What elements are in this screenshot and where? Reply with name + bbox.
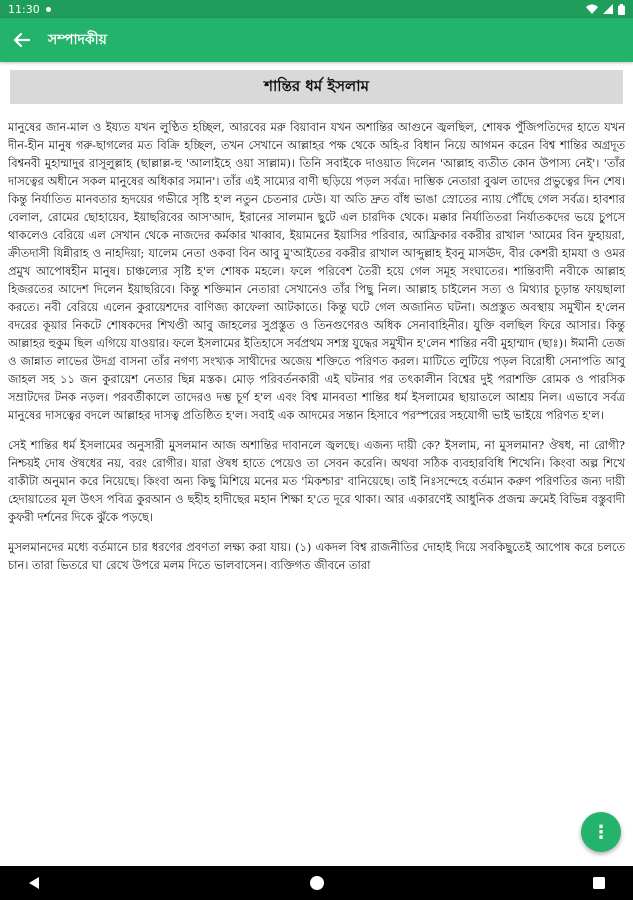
article-paragraph: মানুষের জান-মাল ও ইয্যত যখন লুণ্ঠিত হচ্ছিল, আরবের মরু বিয়াবান যখন অশান্তির আগুনে জ্বলছিল, শোষক পুঁজিপতিদের হাতে যখন দীন-হীন মানুষ গরু-ছাগলের মত বিক্রি হচ্ছিল, তখন সেখানে আল্লাহর পক্ষ থেকে অহি-র বিধান নিয়ে আগমন করেন বিশ্ব শান্তির অগ্রদূত বিশ্বনবী মুহাম্মাদুর রাসূলুল্লাহ (ছাল্লাল্ল-হু 'আলাইহে ওয়া সাল্লাম)। তিনি সবাইকে দাওয়াত দিলেন 'আল্লাহ ব্যতীত কোন উপাস্য নেই'। 'তাঁর দাসত্বের অধীনে সকল মানুষের অধিকার সমান'। তাঁর এই সাম্যের বাণী ছড়িয়ে পড়ল সর্বত্র। দাম্ভিক নেতারা বুঝল তাদের প্রভুত্বের দিন শেষ। কিন্তু নির্যাতিত মানবতার হৃদয়ের গভীরে সৃষ্টি হ'ল নতুন চেতনার ঢেউ। যা অতি দ্রুত বাঁধ ভাঙা স্রোতের ন্যায় পৌঁছে গেল সর্বত্র। হাবশার বেলাল, রোমের ছোহায়েব, ইয়াছরিবের আস'আদ, ইরানের সালমান ছুটে এল চারদিক থেকে। মক্কার নির্যাতিতরা নির্যাতকদের ভয়ে চুপসে থাকলেও বেরিয়ে এল সেখান থেকে নাজদের কর্মকার খাব্বাব, ইয়ামনের ইয়াসির পরিবার, আফ্রিকার বকরীর রাখাল 'আমের বিন ফুহায়রা, ক্রীতদাসী যিন্নীরাহ ও নাহদিয়া; যালেম নেতা ওকবা বিন আবু মু'আইতের বকরীর রাখাল আব্দুল্লাহ ইবনু মাসঊদ, বীর কেশরী হামযা ও ওমর প্রমুখ আপোষহীন মানুষ। চাঞ্চল্যের সৃষ্টি হ'ল শোষক মহলে। ফলে পরিবেশ তৈরী হয়ে গেল সমূহ সংঘাতের। শান্তিবাদী নবীকে আল্লাহ হিজরতের আদেশ দিলেন ইয়াছরিবে। কিন্তু শক্তিমান নেতারা সেখানেও তাঁর পিছু নিল। আল্লাহ চাইলেন সত্য ও মিথ্যার চূড়ান্ত ফায়ছালা করতে। নবী বেরিয়ে এলেন কুরায়েশদের বাণিজ্য কাফেলা আটকাতে। কিন্তু ঘটে গেল অজানিত ঘটনা। অপ্রস্তুত অবস্থায় সমুখীন হ'লেন বদরের কূয়ার নিকটে শোষকদের শিখণ্ডী আবু জাহলের সুপ্রস্তুত ও তিনগুণেরও অধিক সেনাবাহিনীর। যুক্তি বলছিল ফিরে আসার। কিন্তু আল্লাহর হুকুম ছিল এগিয়ে যাওয়ার। ফলে ইসলামের ইতিহাসে সর্বপ্রথম সশস্ত্র যুদ্ধের সমুখীন হ'লেন শান্তির নবী মুহাম্মাদ (ছাঃ)। ঈমানী তেজ ও জান্নাত লাভের উদগ্র বাসনা তাঁর নগণ্য সংখ্যক সাথীদের অজেয় শক্তিতে পরিণত করল। মাটিতে লুটিয়ে পড়ল বিরোধী সেনাপতি আবু জাহল সহ ১১ জন কুরায়েশ নেতার ছিন্ন মস্তক। মোড় পরিবর্তনকারী এই ঘটনার পর তৎকালীন বিশ্বের দুই পরাশক্তি রোমক ও পারসিক সম্রাটদের টনক নড়ল। পরবর্তীকালে তাদেরও দম্ভ চূর্ণ হ'ল এবং বিশ্ব মানবতা শান্তির ধর্ম ইসলামের ছায়াতলে আশ্রয় নিল। এভাবে সর্বত্র মানুষের দাসত্বের বদলে আল্লাহর দাসত্ব প্রতিষ্ঠিত হ'ল। সবাই এক আদমের সন্তান হিসাবে পরস্পরের সহযোগী ভাই ভাইয়ে পরিণত হ'ল।: [8, 120, 625, 422]
article-paragraph: মুসলমানদের মধ্যে বর্তমানে চার ধরণের প্রবণতা লক্ষ্য করা যায়। (১) একদল বিশ্ব রাজনীতির দোহাই দিয়ে সবকিছুতেই আপোষ করে চলতে চান। তারা ভিতরে ঘা রেখে উপরে মলম দিতে ভালবাসেন। ব্যক্তিগত জীবনে তারা: [8, 540, 625, 572]
nav-recents-button[interactable]: [589, 873, 609, 893]
nav-home-button[interactable]: [307, 873, 327, 893]
article-paragraph: সেই শান্তির ধর্ম ইসলামের অনুসারী মুসলমান আজ অশান্তির দাবানলে জ্বলছে। এজন্য দায়ী কে? ইসলাম, না মুসলমান? ঔষধ, না রোগী? নিশ্চয়ই দোষ ঔষধের নয়, বরং রোগীর। যারা ঔষধ হাতে পেয়েও তা সেবন করেনি। অথবা সঠিক ব্যবহারবিধি শিখেনি। কিংবা অল্প শিখে বাকীটা অনুমান করে নিয়েছে। কিংবা অন্য কিছু মিশিয়ে মনের মত 'মিকশ্চার' বানিয়েছে। তাই নিঃসন্দেহে বর্তমান করুণ পরিণতির জন্য দায়ী হেদায়াতের মূল উৎস পবিত্র কুরআন ও ছহীহ হাদীছের মহান শিক্ষা হ'তে দূরে থাকা। আর একারণেই আধুনিক প্রজন্ম ক্রমেই বিভিন্ন বস্তুবাদী কুফরী দর্শনের দিকে ঝুঁকে পড়ছে।: [8, 438, 625, 524]
article-content[interactable]: [0, 62, 633, 866]
battery-icon: [618, 4, 625, 15]
signal-icon: [603, 4, 613, 14]
status-bar: [0, 0, 633, 18]
notification-dot-icon: [46, 7, 51, 12]
arrow-left-icon: [13, 31, 31, 49]
app-bar-title: সম্পাদকীয়: [48, 32, 107, 48]
more-options-fab[interactable]: ⋮: [581, 812, 621, 852]
app-bar: [0, 18, 633, 62]
square-recents-icon: [592, 876, 606, 890]
article-title: শান্তির ধর্ম ইসলাম: [10, 70, 623, 104]
triangle-back-icon: [27, 876, 41, 890]
circle-home-icon: [309, 875, 325, 891]
nav-back-button[interactable]: [24, 873, 44, 893]
system-nav-bar: [0, 866, 633, 900]
wifi-icon: [586, 4, 598, 14]
back-button[interactable]: [10, 28, 34, 52]
status-time: 11:30: [8, 2, 40, 16]
